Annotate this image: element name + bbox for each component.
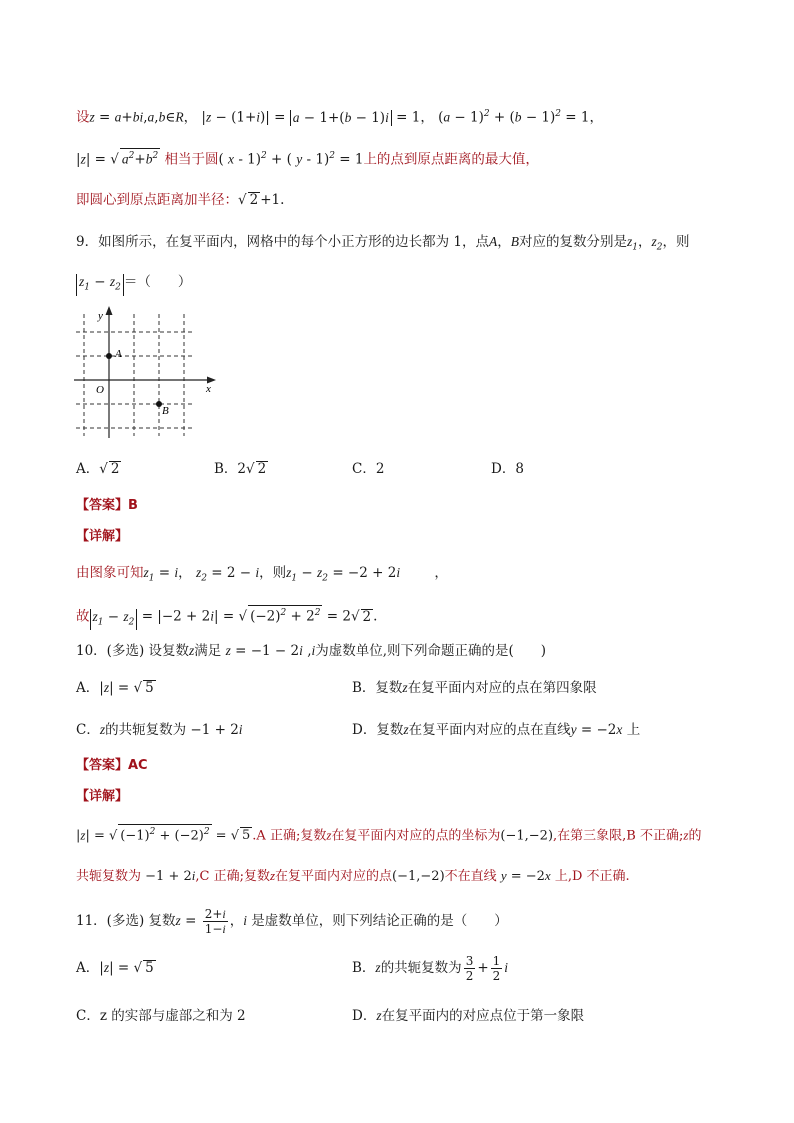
text: 上的点到原点距离的最大值， — [363, 151, 539, 168]
q10-option-a: A．|z| = √ 5 — [76, 680, 154, 696]
text: 在复平面内的对应点位于第一象限 — [381, 1008, 585, 1024]
text: ， — [183, 109, 198, 126]
q10-option-d: D．复数z在复平面内对应的点在直线y = −2x 上 — [352, 722, 641, 738]
text: 设 — [76, 109, 90, 126]
text: A． — [76, 960, 100, 976]
text: A． — [76, 461, 100, 477]
text: 在复平面内对应的点在直线 — [408, 722, 571, 738]
q11-option-c: C．z 的实部与虚部之和为 2 — [76, 1008, 246, 1024]
text: ,在第三象限,B 不正确; — [553, 828, 684, 844]
text: B． — [352, 960, 376, 976]
text: 11．(多选) 复数 — [76, 913, 176, 929]
q10-option-c: C．z的共轭复数为 −1 + 2i — [76, 722, 243, 738]
text: B．复数 — [352, 680, 403, 696]
text: 是虚数单位，则下列结论正确的是（ ） — [251, 913, 508, 929]
text: ， — [229, 913, 244, 929]
text: 的共轭复数为 — [380, 960, 462, 976]
text: +1. — [260, 192, 285, 208]
text: 即圆心到原点距离加半径： — [76, 192, 238, 208]
q9-option-d: D．8 — [491, 461, 524, 477]
text: D．复数 — [352, 722, 404, 738]
q9-option-c: C．2 — [352, 461, 385, 477]
q9-detail-line-2: 故 $z_1 - z_2 = |-2 + 2i|$ = √ $(-2)^2 + 2^2 = 2√$ 2 . — [76, 605, 377, 630]
q10-detail-label: 【详解】 — [76, 789, 129, 804]
q9-option-a: A．√ 2 — [76, 461, 120, 477]
text: 满足 — [194, 643, 222, 659]
text: 相当于圆 — [164, 151, 219, 168]
origin-label: O — [96, 384, 104, 396]
text: 在复平面内对应的点在第四象限 — [407, 680, 597, 696]
q11-stem: 11．(多选) 复数z = $\frac{2+i}{1-i}$ ，i 是虚数单位，则下列结论正确的是（ ） — [76, 907, 508, 936]
x-axis-label: x — [206, 383, 211, 395]
y-axis-label: y — [98, 310, 103, 322]
text: 在复平面内对应的点的坐标为 — [331, 828, 501, 844]
solution-line-3: 即圆心到原点距离加半径：√ 2 +1. — [76, 192, 285, 208]
text: 为虚数单位,则下列命题正确的是( ) — [315, 643, 547, 659]
q9-answer: 【答案】B — [76, 498, 138, 513]
q9-detail-line-1: 由图象可知$z_1 = i$， $z_2 = 2 - i$，则$z_1 - z_2 = -2 + 2i$ ， — [76, 565, 448, 584]
point-b-label: B — [162, 405, 169, 417]
q10-detail-line-2: 共轭复数为 −1 + 2i,C 正确;复数z在复平面内对应的点(−1,−2)不在直线 y = −2x 上,D 不正确. — [76, 868, 630, 884]
text: ＝（ ） — [123, 274, 192, 290]
solution-line-1: 设z = a+bi,a,b∈R， |z − (1+i)| = a − 1+(b − 1)i = 1， $(a - 1)^2 + (b - 1)^2 = 1$， — [76, 109, 603, 126]
text: ,C 正确;复数 — [195, 869, 270, 884]
text: ， — [420, 109, 434, 126]
text: 对应的复数分别是 — [518, 234, 627, 250]
text: ，则 — [259, 565, 287, 581]
text: 在复平面内对应的点 — [275, 869, 393, 884]
text: 9．如图所示，在复平面内，网格中的每个小正方形的边长都为 1，点 — [76, 234, 489, 250]
q10-answer: 【答案】AC — [76, 758, 148, 773]
text: D． — [352, 1008, 377, 1024]
text: B． — [214, 461, 238, 477]
q10-stem: 10．(多选) 设复数z满足 z = −1 − 2i ,i为虚数单位,则下列命题正确的是( ) — [76, 643, 547, 659]
text: A． — [76, 680, 100, 696]
q11-option-b: B．z的共轭复数为 $\frac{3}{2}$ + $\frac{1}{2}$ i — [352, 954, 509, 983]
text: C． — [76, 722, 100, 738]
solution-line-2: |z| = √ $a^2+b^2$ 相当于圆( x - 1)$^2$ + ( y - 1)$^2$ = 1上的点到原点距离的最大值， — [76, 146, 539, 170]
point-a — [106, 353, 112, 359]
point-a-label: A — [115, 348, 122, 360]
text: 故 — [76, 608, 90, 625]
q11-option-a: A．|z| = √ 5 — [76, 960, 154, 976]
text: 上,D 不正确. — [554, 869, 630, 884]
q10-detail-line-1: |z| = √ $(-1)^2 + (-2)^2$ = √ 5 .A 正确;复数z在复平面内对应的点的坐标为(−1,−2),在第三象限,B 不正确;z的 — [76, 824, 701, 846]
q9-detail-label: 【详解】 — [76, 529, 129, 544]
text: 由图象可知 — [76, 565, 144, 581]
text: , — [307, 643, 312, 659]
text: ， — [434, 565, 448, 581]
q11-option-d: D．z在复平面内的对应点位于第一象限 — [352, 1008, 585, 1024]
q9-blank: $z_1 - z_2$ ＝（ ） — [76, 272, 191, 296]
q9-option-b: B．2√ 2 — [214, 461, 267, 477]
text: ，则 — [662, 234, 690, 250]
complex-plane-figure — [70, 304, 220, 440]
text: .A 正确;复数 — [252, 828, 327, 844]
q9-stem: 9．如图所示，在复平面内，网格中的每个小正方形的边长都为 1，点A，B对应的复数分别是$z_1$，$z_2$，则 — [76, 234, 690, 253]
q10-option-b: B．复数z在复平面内对应的点在第四象限 — [352, 680, 597, 696]
text: 的 — [688, 828, 702, 844]
text: 共轭复数为 — [76, 869, 142, 884]
text: 的共轭复数为 — [105, 722, 187, 738]
text: 上 — [626, 722, 641, 738]
text: 不在直线 — [444, 869, 497, 884]
text: 10．(多选) 设复数 — [76, 643, 190, 659]
